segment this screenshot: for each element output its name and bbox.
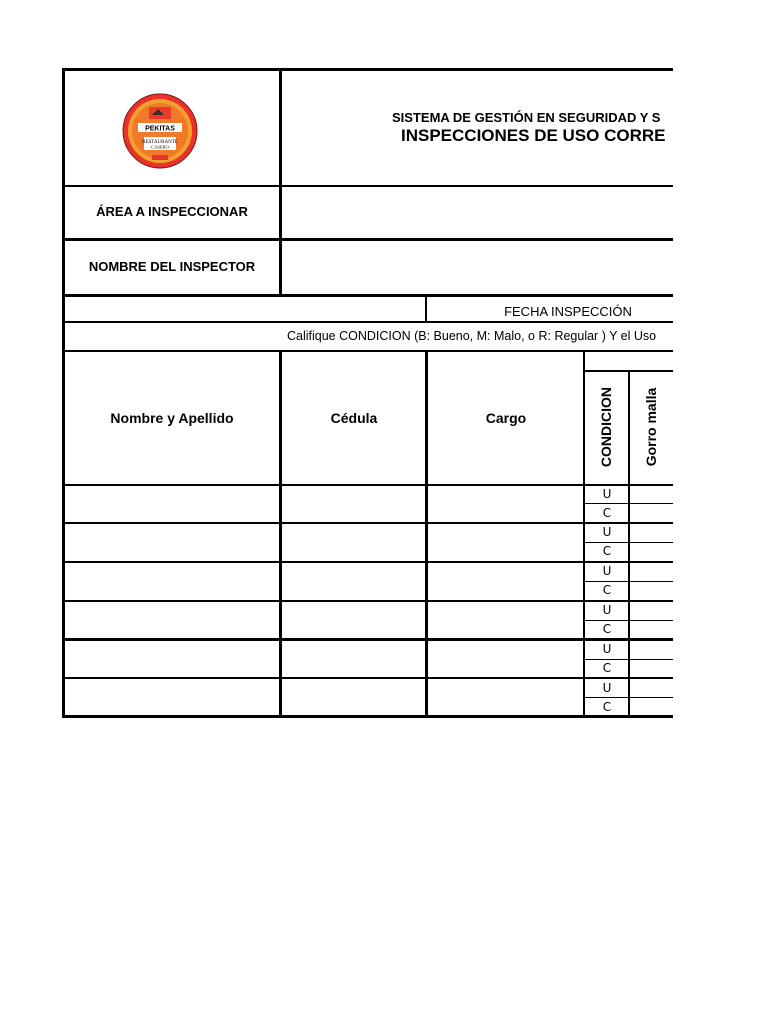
row-code: U xyxy=(602,525,612,539)
grid-line xyxy=(62,68,65,718)
svg-text:PEKITAS: PEKITAS xyxy=(145,125,175,133)
grid-line xyxy=(583,350,585,718)
inspector-value[interactable] xyxy=(284,259,672,277)
grid-line xyxy=(62,321,673,323)
row-code: U xyxy=(602,564,612,578)
header-title-line1: SISTEMA DE GESTIÓN EN SEGURIDAD Y S xyxy=(392,110,661,125)
row-code: C xyxy=(602,544,612,558)
grid-line xyxy=(62,677,673,679)
grid-line xyxy=(628,370,630,718)
row-code: C xyxy=(602,622,612,636)
row-code: C xyxy=(602,506,612,520)
row-code: U xyxy=(602,681,612,695)
grid-line xyxy=(62,638,673,641)
row-code: U xyxy=(602,642,612,656)
grid-line xyxy=(62,561,673,563)
grid-line xyxy=(62,68,673,71)
column-header-condition: CONDICION xyxy=(598,386,614,468)
grid-line xyxy=(62,185,673,187)
grid-line xyxy=(62,350,673,352)
column-header-gorro-malla: Gorro malla xyxy=(643,387,659,467)
column-header-id: Cédula xyxy=(330,410,378,426)
grid-line xyxy=(62,484,673,486)
column-header-name: Nombre y Apellido xyxy=(110,410,234,426)
pekitas-logo xyxy=(122,93,198,169)
row-code: C xyxy=(602,583,612,597)
svg-text:RESTAURANTE: RESTAURANTE xyxy=(142,140,178,145)
row-code: U xyxy=(602,603,612,617)
date-label: FECHA INSPECCIÓN xyxy=(504,304,632,319)
inspector-label: NOMBRE DEL INSPECTOR xyxy=(88,259,256,274)
grid-line xyxy=(62,238,673,241)
row-code: C xyxy=(602,700,612,714)
row-code: C xyxy=(602,661,612,675)
grid-line xyxy=(62,294,673,297)
grid-line xyxy=(425,350,428,718)
grid-line xyxy=(62,600,673,602)
row-code: U xyxy=(602,487,612,501)
grid-line xyxy=(62,715,673,718)
area-value[interactable] xyxy=(284,204,672,222)
grid-line xyxy=(62,522,673,524)
area-label: ÁREA A INSPECCIONAR xyxy=(96,204,248,219)
grid-line xyxy=(279,68,282,297)
instructions-text: Califique CONDICION (B: Bueno, M: Malo, o R: Regular ) Y el Uso xyxy=(287,329,657,343)
column-header-role: Cargo xyxy=(485,410,527,426)
header-title-line2: INSPECCIONES DE USO CORRE xyxy=(401,126,666,145)
grid-line xyxy=(425,294,427,323)
svg-text:CASERO: CASERO xyxy=(151,144,169,150)
grid-line xyxy=(279,350,282,718)
